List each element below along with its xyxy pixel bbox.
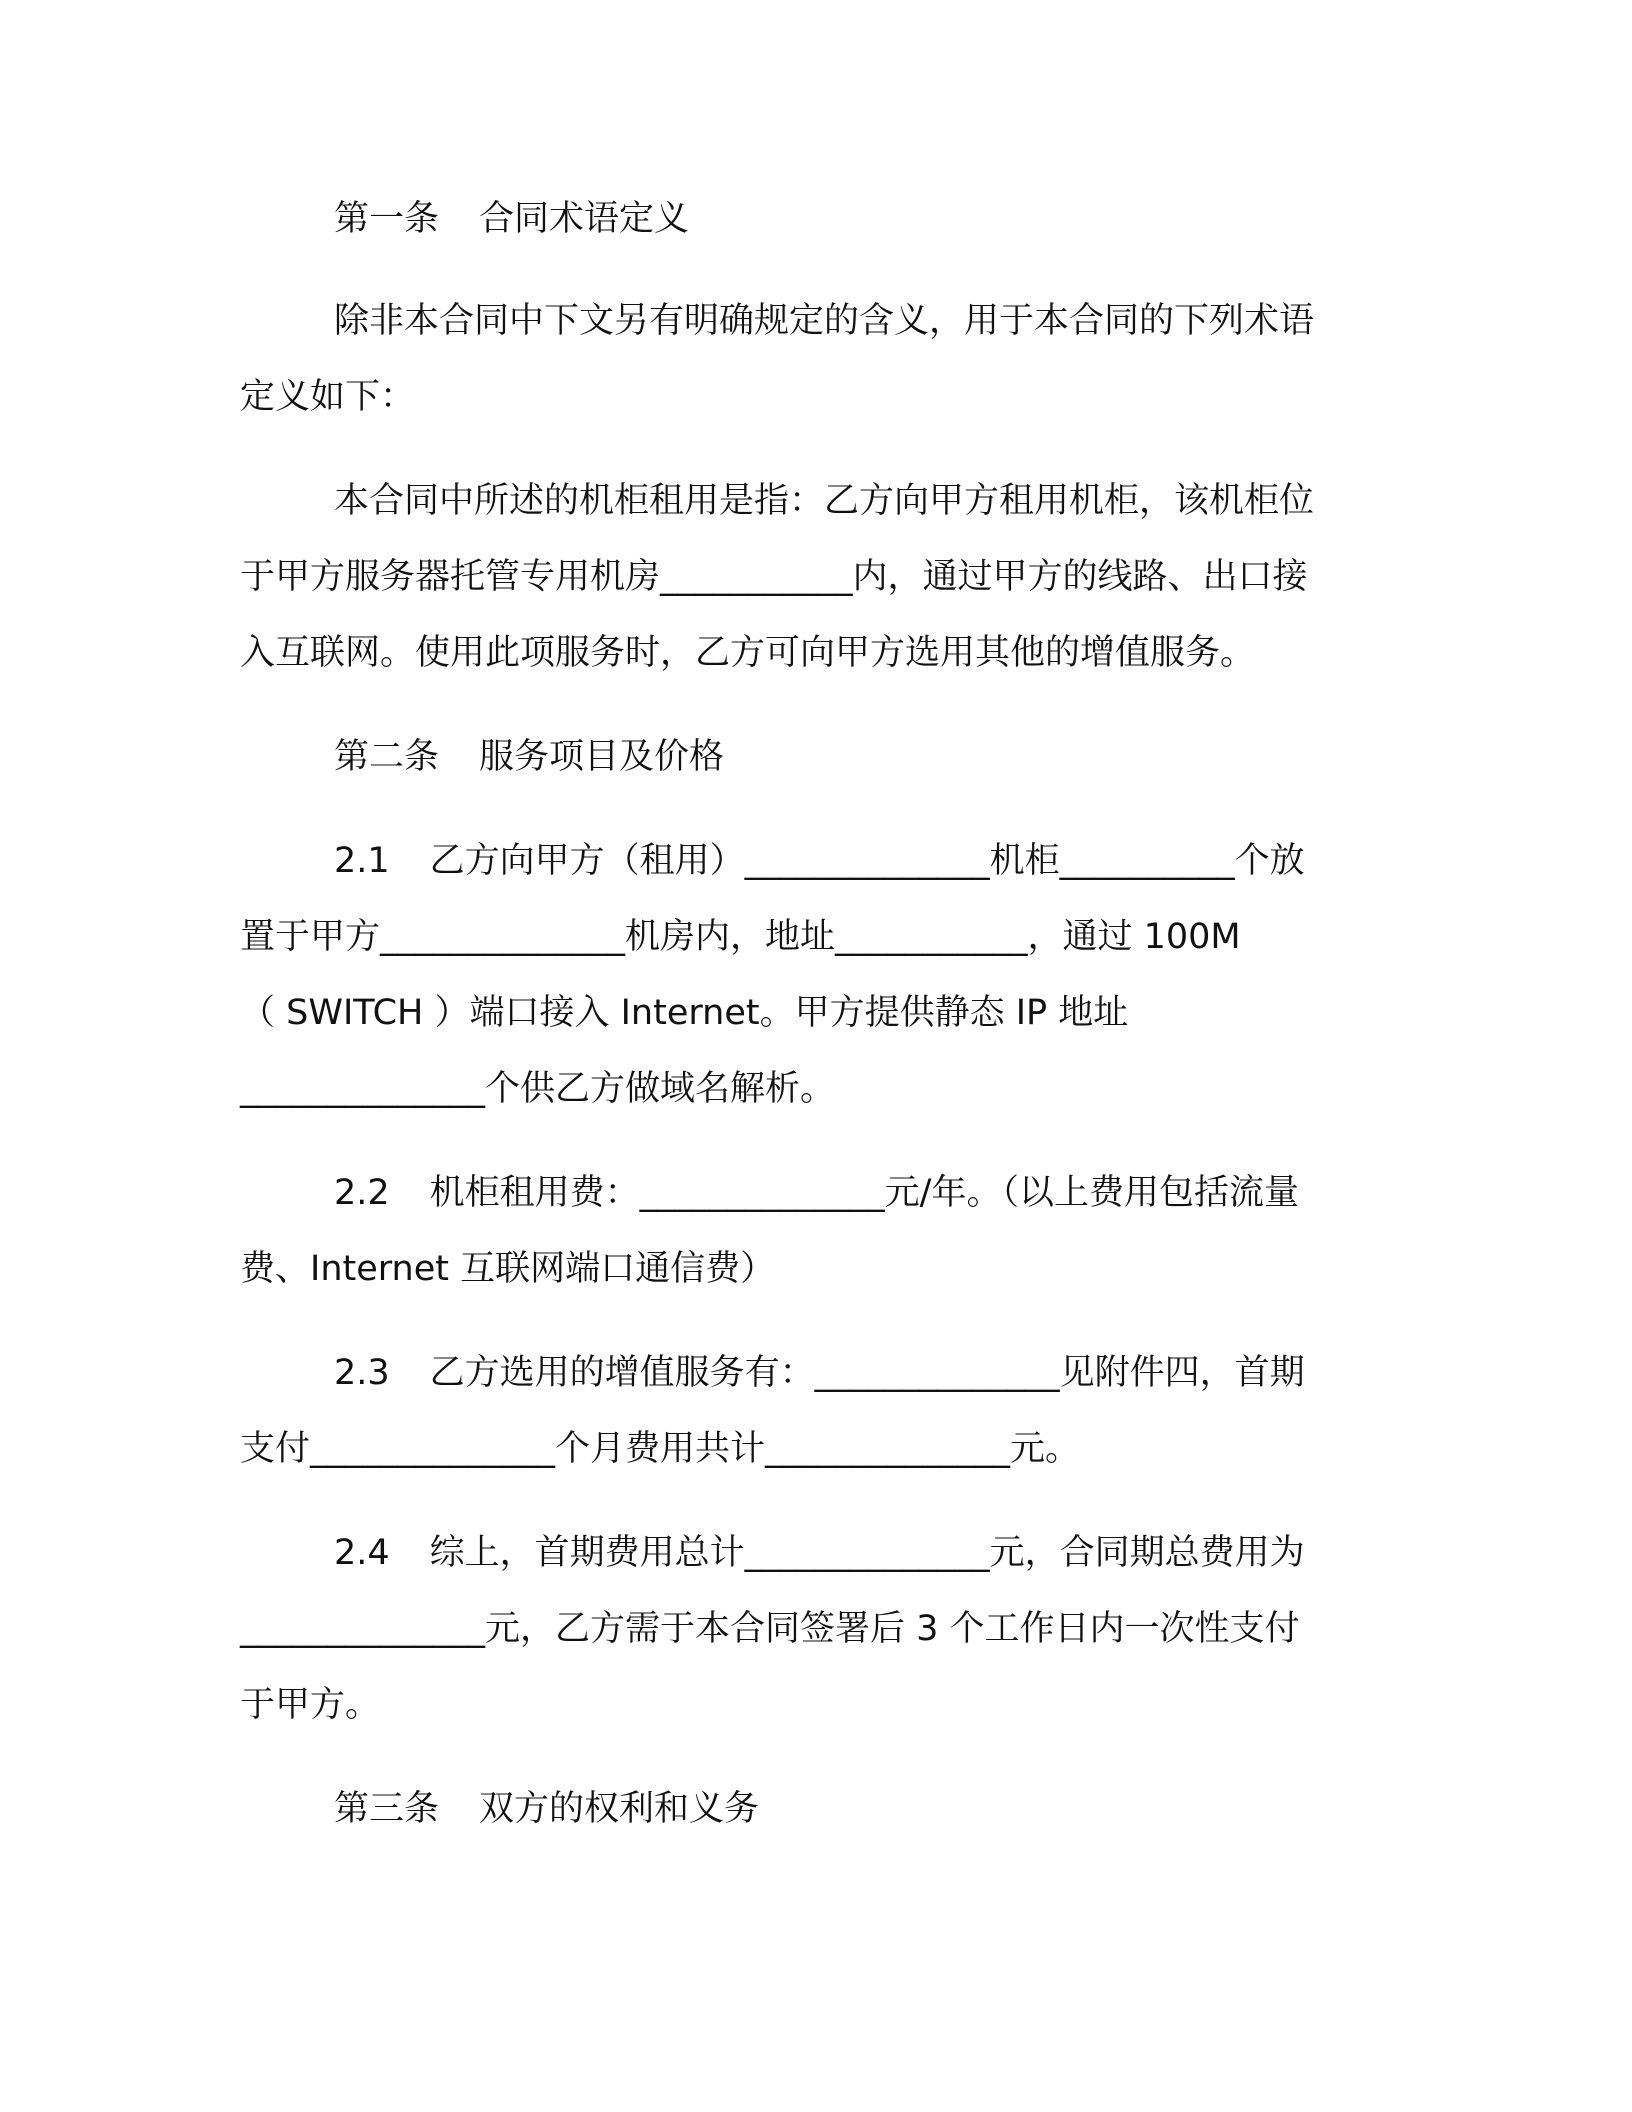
clause-2-3-line-2: 支付______________个月费用共计______________元。 [240,1429,1081,1469]
article-1-definition-line-2: 于甲方服务器托管专用机房___________内，通过甲方的线路、出口接 [240,557,1308,597]
article-1-intro-line-2: 定义如下： [240,377,416,417]
article-1-definition-line-1: 本合同中所述的机柜租用是指：乙方向甲方租用机柜，该机柜位 [334,481,1315,521]
clause-2-1-line-3: （ SWITCH ）端口接入 Internet。甲方提供静态 IP 地址 [240,993,1129,1033]
article-3-title: 双方的权利和义务 [479,1789,760,1829]
clause-2-4-line-1 [334,1530,1305,1576]
article-1-heading [334,196,689,242]
clause-2-2-text-1: 机柜租用费：______________元/年。（以上费用包括流量 [429,1173,1299,1213]
clause-2-2-line-1 [334,1170,1299,1216]
article-1-title: 合同术语定义 [479,199,690,239]
clause-2-1-line-1 [334,838,1305,884]
clause-2-4-text-1: 综上，首期费用总计______________元，合同期总费用为 [429,1533,1305,1573]
clause-2-4-line-3: 于甲方。 [240,1685,381,1725]
article-1-definition-line-3: 入互联网。使用此项服务时，乙方可向甲方选用其他的增值服务。 [240,633,1256,673]
clause-2-1-text-1: 乙方向甲方（租用）______________机柜__________个放 [429,841,1305,881]
article-1-number: 第一条 [334,199,440,239]
clause-2-1-number: 2.1 [334,841,390,881]
clause-2-2-line-2: 费、Internet 互联网端口通信费） [240,1249,776,1289]
clause-2-4-line-2: ______________元，乙方需于本合同签署后 3 个工作日内一次性支付 [240,1609,1300,1649]
clause-2-2-number: 2.2 [334,1173,390,1213]
clause-2-3-text-1: 乙方选用的增值服务有：______________见附件四，首期 [429,1353,1305,1393]
article-1-intro-line-1: 除非本合同中下文另有明确规定的含义，用于本合同的下列术语 [334,301,1315,341]
article-2-number: 第二条 [334,737,440,777]
clause-2-1-line-2: 置于甲方______________机房内，地址___________，通过 100M [240,917,1241,957]
article-3-number: 第三条 [334,1789,440,1829]
clause-2-3-line-1 [334,1350,1305,1396]
article-2-title: 服务项目及价格 [479,737,725,777]
clause-2-1-line-4: ______________个供乙方做域名解析。 [240,1069,836,1109]
clause-2-4-number: 2.4 [334,1533,390,1573]
clause-2-3-number: 2.3 [334,1353,390,1393]
article-2-heading [334,734,724,780]
article-3-heading [334,1786,759,1832]
